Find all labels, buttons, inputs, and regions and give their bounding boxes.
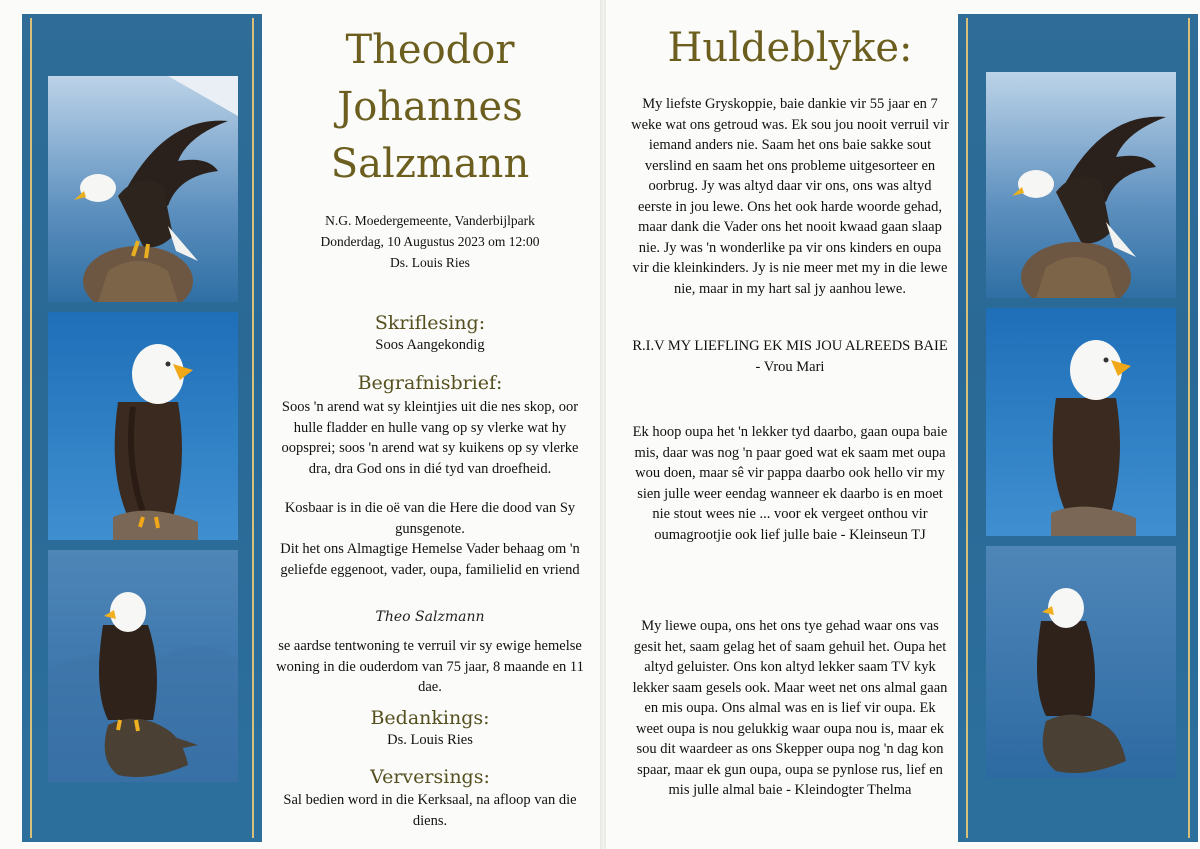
tentwoning-text: se aardse tentwoning te verruil vir sy ewige hemelse woning in die ouderdom van 75 jaar, 8 maande en 11 dae. xyxy=(276,638,584,695)
left-eagle-strip xyxy=(22,14,262,842)
bedankings-heading: Bedankings: xyxy=(370,707,490,729)
right-eagle-strip xyxy=(958,14,1198,842)
service-church: N.G. Moedergemeente, Vanderbijlpark xyxy=(325,213,535,228)
eagle-photo-stump-right xyxy=(986,546,1176,778)
tribute-wife: My liefste Gryskoppie, baie dankie vir 55 jaar en 7 weke wat ons getroud was. Ek sou jou nooit verruil vir iemand anders nie. Saam het ons baie sakke sout verslind en saam het ons probleme uitgesorteer en oorbrug. Jy was altyd daar vir ons, ons was altyd eerste in jou lewe. Ons het ook harde woorde gehad, maar dank die Vader ons het nooit kwaad gaan slaap nie. Jy was 'n wonderlike pa vir ons kinders en oupa vir die kleinkinders. Jy is nie meer met my in die lewe nie, maar in my hart sal jy aanhou lewe. xyxy=(631,96,949,297)
eagle-photo-wings-right xyxy=(986,72,1176,298)
eagle-photo-portrait-right xyxy=(986,308,1176,536)
skriflesing-text: Soos Aangekondig xyxy=(375,337,485,353)
name-line-surname: Salzmann xyxy=(330,141,530,187)
name-line-middle: Johannes xyxy=(337,84,523,130)
name-line-first: Theodor xyxy=(345,27,515,73)
service-datetime: Donderdag, 10 Augustus 2023 om 12:00 xyxy=(320,234,540,249)
verversings-heading: Verversings: xyxy=(370,766,490,788)
service-minister: Ds. Louis Ries xyxy=(390,255,470,270)
almagtige-text: Dit het ons Almagtige Hemelse Vader behaag om 'n geliefde eggenoot, vader, oupa, familielid en vriend xyxy=(280,541,580,578)
eagle-photo-wings xyxy=(48,76,238,302)
deceased-name xyxy=(280,22,580,193)
eagle-photo-stump xyxy=(48,550,238,782)
bedankings-text: Ds. Louis Ries xyxy=(387,732,473,748)
service-details xyxy=(270,210,590,273)
tribute-grandson: Ek hoop oupa het 'n lekker tyd daarbo, gaan oupa baie mis, daar was nog 'n paar goed wat ek saam met oupa wou doen, maar sê vir pappa daarbo ook hello vir my sien julle weer eendag wanneer ek daarbo is en moet nie stout wees nie ... voor ek vergeet onthou vir oumagrootjie ook lief julle baie - Kleinseun TJ xyxy=(632,424,948,543)
tribute-wife-sign: R.I.V MY LIEFLING EK MIS JOU ALREEDS BAIE - Vrou Mari xyxy=(632,338,948,375)
skriflesing-heading: Skriflesing: xyxy=(374,312,486,334)
begrafnisbrief-heading: Begrafnisbrief: xyxy=(357,372,503,394)
eagle-photo-portrait xyxy=(48,312,238,540)
kosbaar-text: Kosbaar is in die oë van die Here die dood van Sy gunsgenote. xyxy=(284,500,576,537)
signature: Theo Salzmann xyxy=(375,609,485,625)
begrafnisbrief-text: Soos 'n arend wat sy kleintjies uit die nes skop, oor hulle fladder en hulle vang op sy vlerke wat hy oopsprei; soos 'n arend wat sy kuikens op sy vlerke dra, dra God ons in dié tyd van droefheid. xyxy=(281,399,579,477)
verversings-text: Sal bedien word in die Kerksaal, na afloop van die diens. xyxy=(283,792,577,829)
tribute-granddaughter: My liewe oupa, ons het ons tye gehad waar ons vas gesit het, saam gelag het of saam gehuil het. Oupa het altyd geluister. Ons kon altyd lekker saam TV kyk lekker saam gesels ook. Maar weet net ons almal gaan en mis oupa. Ons almal was en is lief vir oupa. Ek weet oupa is nou gelukkig waar oupa nou is, maar ek sou dit waardeer as ons Skepper oupa nog 'n dag kon spaar, maar ek gun oupa, oupa se pynlose rus, lief en mis julle almal baie - Kleindogter Thelma xyxy=(632,618,948,798)
tributes-title: Huldeblyke: xyxy=(667,25,913,71)
